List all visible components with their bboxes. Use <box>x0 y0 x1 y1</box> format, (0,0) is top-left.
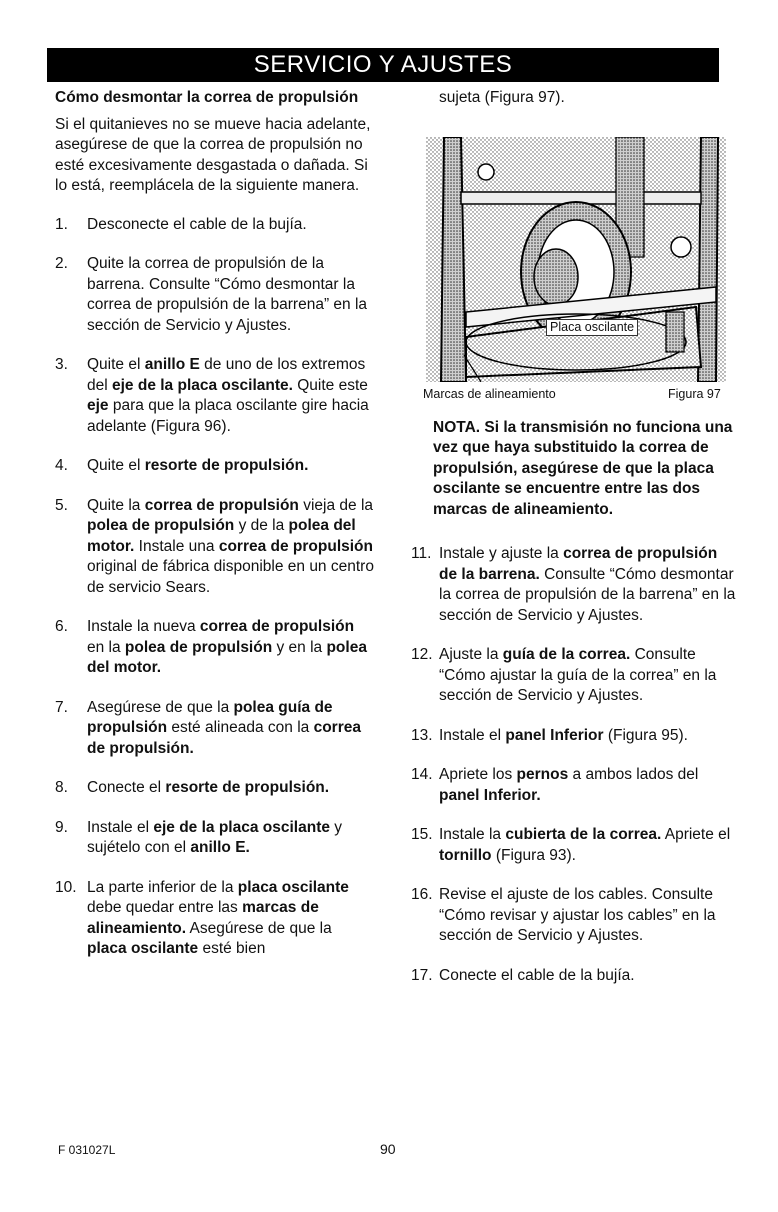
step-13: 13. Instale el panel Inferior (Figura 95). <box>411 726 736 747</box>
step-number: 7. <box>55 698 68 716</box>
step-17: 17. Conecte el cable de la bujía. <box>411 966 736 987</box>
caption-alignment-marks: Marcas de alineamiento <box>423 386 556 401</box>
step-9: 9. Instale el eje de la placa oscilante y sujételo con el anillo E. <box>55 818 343 856</box>
step-15: 15. Instale la cubierta de la correa. Apriete el tornillo (Figura 93). <box>411 826 731 864</box>
step-3: 3. Quite el anillo E de uno de los extremos del eje de la placa oscilante. Quite este eje para que la placa oscilante gire hacia adelante (Figura 96). <box>55 356 369 435</box>
section-heading: Cómo desmontar la correa de propulsión <box>55 89 359 106</box>
step-10: 10. La parte inferior de la placa oscilante debe quedar entre las marcas de alineamiento. Asegúrese de que la placa oscilante esté bien <box>55 878 349 957</box>
page-title: SERVICIO Y AJUSTES <box>253 51 513 78</box>
note-paragraph: NOTA. Si la transmisión no funciona una vez que haya substituido la correa de propulsión, asegúrese de que la placa oscilante se encuentre entre las dos marcas de alineamiento. <box>433 418 733 518</box>
step-7: 7. Asegúrese de que la polea guía de propulsión esté alineada con la correa de propulsión. <box>55 698 361 757</box>
step-16: 16. Revise el ajuste de los cables. Consulte “Cómo revisar y ajustar los cables” en la sección de Servicio y Ajustes. <box>411 886 716 944</box>
page-header <box>47 48 719 82</box>
step-12: 12. Ajuste la guía de la correa. Consulte “Cómo ajustar la guía de la correa” en la sección de Servicio y Ajustes. <box>411 646 717 704</box>
step-6: 6. Instale la nueva correa de propulsión en la polea de propulsión y en la polea del motor. <box>55 618 367 676</box>
step-number: 4. <box>55 457 68 474</box>
step-5: 5. Quite la correa de propulsión vieja de la polea de propulsión y de la polea del motor. Instale una correa de propulsión original de fábrica disponible en un centro de servicio Sears. <box>55 496 374 596</box>
step-14: 14. Apriete los pernos a ambos lados del panel Inferior. <box>411 766 699 804</box>
step-number: 14. <box>411 766 433 783</box>
step-4: 4. Quite el resorte de propulsión. <box>55 456 375 477</box>
continuation-text: sujeta (Figura 97). <box>439 89 565 106</box>
right-column <box>411 88 736 1005</box>
step-number: 1. <box>55 215 68 233</box>
step-11: 11. Instale y ajuste la correa de propulsión de la barrena. Consulte “Cómo desmontar la correa de propulsión de la barrena” en la sección de Servicio y Ajustes. <box>411 545 736 624</box>
step-number: 17. <box>411 966 433 984</box>
step-2: 2. Quite la correa de propulsión de la barrena. Consulte “Cómo desmontar la correa de propulsión de la barrena” en la sección de Servicio y Ajustes. <box>55 255 368 334</box>
figure-caption <box>411 384 736 406</box>
step-number: 12. <box>411 646 433 663</box>
step-number: 13. <box>411 726 433 744</box>
belt-plate-illustration <box>426 137 726 382</box>
step-number: 2. <box>55 255 68 272</box>
caption-figure-number: Figura 97 <box>668 386 721 401</box>
step-number: 15. <box>411 826 433 843</box>
step-number: 10. <box>55 878 77 896</box>
step-number: 6. <box>55 618 68 635</box>
step-number: 8. <box>55 779 68 796</box>
step-number: 3. <box>55 356 68 373</box>
figure-label-swing-plate: Placa oscilante <box>546 319 638 336</box>
step-number: 9. <box>55 818 68 836</box>
page-number: 90 <box>380 1141 396 1157</box>
step-number: 5. <box>55 496 68 514</box>
step-1: 1. Desconecte el cable de la bujía. <box>55 215 375 236</box>
document-code: F 031027L <box>58 1143 116 1157</box>
step-number: 16. <box>411 886 433 903</box>
step-8: 8. Conecte el resorte de propulsión. <box>55 778 375 799</box>
left-column <box>55 88 375 979</box>
intro-paragraph: Si el quitanieves no se mueve hacia adelante, asegúrese de que la correa de propulsión no esté excesivamente desgastada o dañada. Si lo está, reemplácela de la siguiente manera. <box>55 115 371 194</box>
figure-97 <box>426 137 726 382</box>
step-number: 11. <box>411 545 432 562</box>
